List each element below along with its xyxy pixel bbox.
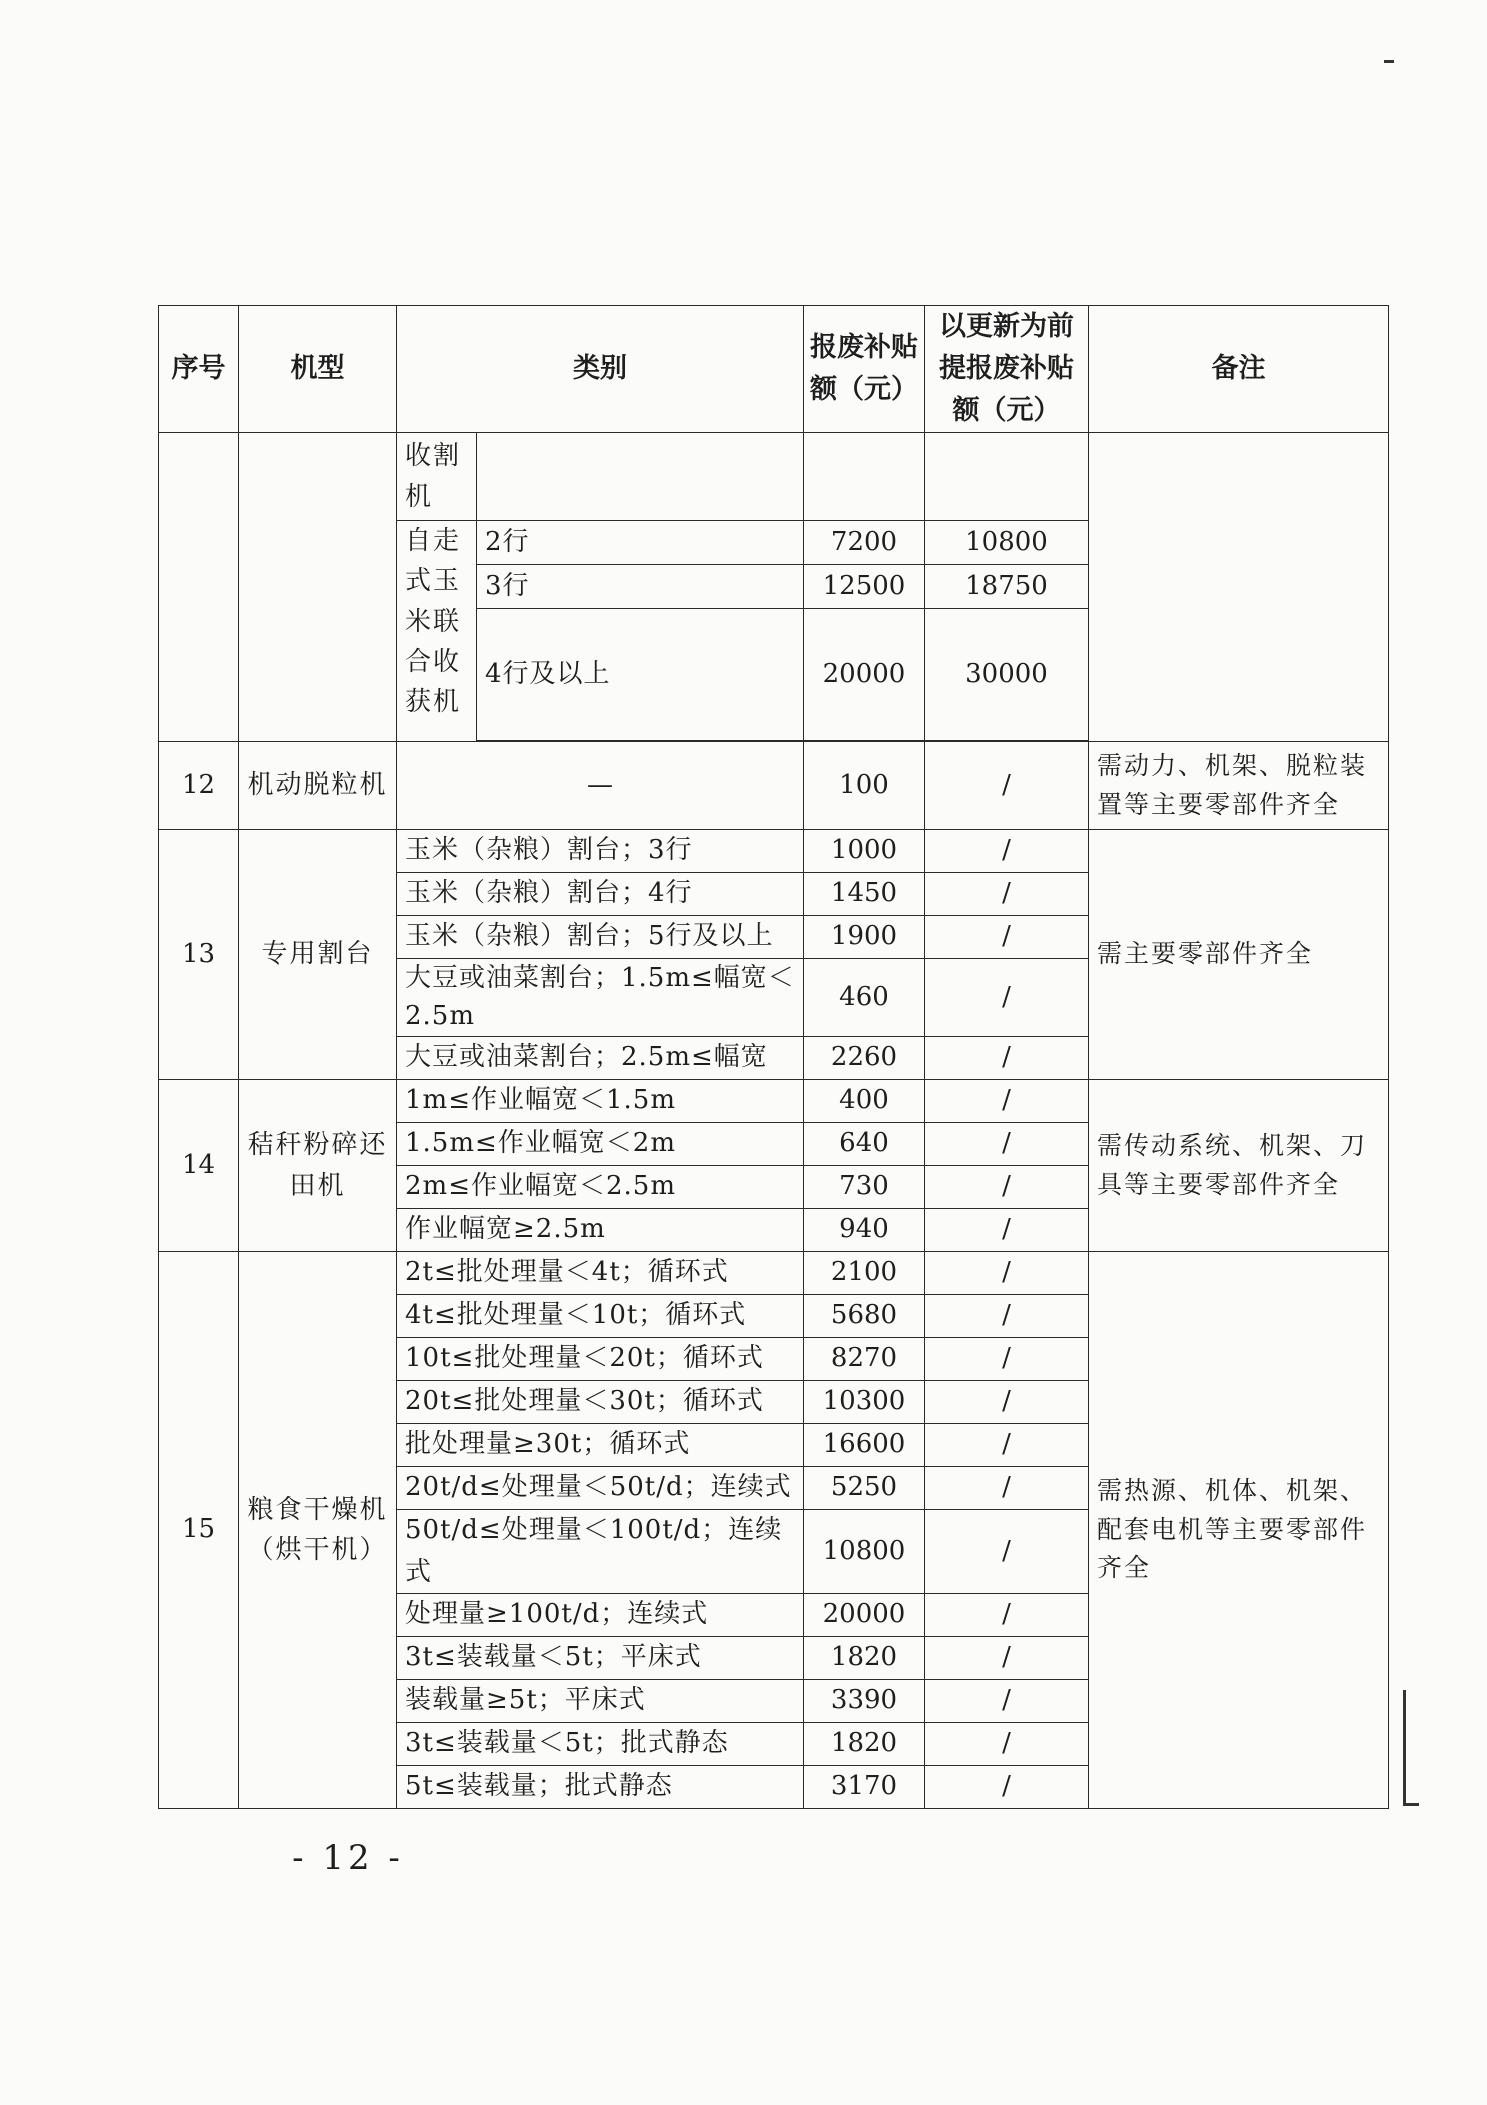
category-cell: 3t≤装载量＜5t；批式静态 xyxy=(397,1723,804,1766)
header-category: 类别 xyxy=(397,306,804,433)
subsidy-cell: 940 xyxy=(804,1209,925,1252)
early-subsidy-cell: 30000 xyxy=(925,609,1089,741)
category-cell: 批处理量≥30t；循环式 xyxy=(397,1424,804,1467)
subsidy-cell: 1820 xyxy=(804,1723,925,1766)
category-cell: 玉米（杂粮）割台；5行及以上 xyxy=(397,916,804,959)
early-subsidy-cell: / xyxy=(925,873,1089,916)
subsidy-cell: 12500 xyxy=(804,565,925,609)
category-cell: 10t≤批处理量＜20t；循环式 xyxy=(397,1338,804,1381)
scan-edge-mark xyxy=(1384,60,1394,63)
early-subsidy-cell: / xyxy=(925,830,1089,873)
table-row xyxy=(159,742,1389,830)
early-subsidy-cell: / xyxy=(925,1381,1089,1424)
category-cell: 3行 xyxy=(477,565,804,609)
subsidy-table xyxy=(158,305,1389,1809)
remark-cell xyxy=(1089,433,1389,742)
model-cell: 粮食干燥机（烘干机） xyxy=(239,1252,397,1809)
early-subsidy-cell xyxy=(925,433,1089,521)
subsidy-cell: 1000 xyxy=(804,830,925,873)
subsidy-cell: 400 xyxy=(804,1080,925,1123)
subsidy-cell: 20000 xyxy=(804,609,925,741)
subsidy-cell: 1900 xyxy=(804,916,925,959)
model-cell: 秸秆粉碎还田机 xyxy=(239,1080,397,1252)
subsidy-cell: 10300 xyxy=(804,1381,925,1424)
category-cell: 1.5m≤作业幅宽＜2m xyxy=(397,1123,804,1166)
early-subsidy-cell: 10800 xyxy=(925,521,1089,565)
subsidy-cell: 2100 xyxy=(804,1252,925,1295)
subsidy-cell: 10800 xyxy=(804,1510,925,1594)
early-subsidy-cell: / xyxy=(925,1295,1089,1338)
category-cell: 玉米（杂粮）割台；3行 xyxy=(397,830,804,873)
subsidy-cell: 7200 xyxy=(804,521,925,565)
subsidy-cell: 730 xyxy=(804,1166,925,1209)
header-early-scrap-subsidy: 以更新为前提报废补贴额（元） xyxy=(925,306,1089,433)
early-subsidy-cell: / xyxy=(925,1424,1089,1467)
category-cell: 2t≤批处理量＜4t；循环式 xyxy=(397,1252,804,1295)
subsidy-cell: 2260 xyxy=(804,1037,925,1080)
early-subsidy-cell: / xyxy=(925,1637,1089,1680)
early-subsidy-cell: / xyxy=(925,1037,1089,1080)
early-subsidy-cell: / xyxy=(925,1252,1089,1295)
category-cell: — xyxy=(397,742,804,830)
seq-cell xyxy=(159,433,239,742)
page-number: - 12 - xyxy=(292,1838,404,1878)
category-label-harvester: 收割机 xyxy=(397,433,477,521)
seq-cell: 14 xyxy=(159,1080,239,1252)
early-subsidy-cell: / xyxy=(925,742,1089,830)
early-subsidy-cell: / xyxy=(925,1723,1089,1766)
category-cell: 5t≤装载量；批式静态 xyxy=(397,1766,804,1809)
seq-cell: 15 xyxy=(159,1252,239,1809)
early-subsidy-cell: / xyxy=(925,1338,1089,1381)
category-cell: 1m≤作业幅宽＜1.5m xyxy=(397,1080,804,1123)
category-cell xyxy=(477,433,804,521)
header-row xyxy=(159,306,1389,433)
remark-cell: 需传动系统、机架、刀具等主要零部件齐全 xyxy=(1089,1080,1389,1252)
subsidy-cell: 20000 xyxy=(804,1594,925,1637)
remark-cell: 需热源、机体、机架、配套电机等主要零部件齐全 xyxy=(1089,1252,1389,1809)
scan-edge-mark xyxy=(1403,1803,1419,1806)
scan-edge-mark xyxy=(1403,1690,1406,1805)
early-subsidy-cell: / xyxy=(925,1510,1089,1594)
early-subsidy-cell: / xyxy=(925,1080,1089,1123)
subsidy-cell: 1450 xyxy=(804,873,925,916)
subsidy-cell: 640 xyxy=(804,1123,925,1166)
header-seq: 序号 xyxy=(159,306,239,433)
table-row xyxy=(159,830,1389,873)
subsidy-cell: 16600 xyxy=(804,1424,925,1467)
header-scrap-subsidy: 报废补贴额（元） xyxy=(804,306,925,433)
model-cell xyxy=(239,433,397,742)
early-subsidy-cell: / xyxy=(925,1209,1089,1252)
category-cell: 2行 xyxy=(477,521,804,565)
category-cell: 3t≤装载量＜5t；平床式 xyxy=(397,1637,804,1680)
subsidy-cell: 5680 xyxy=(804,1295,925,1338)
early-subsidy-cell: / xyxy=(925,1467,1089,1510)
category-cell: 装载量≥5t；平床式 xyxy=(397,1680,804,1723)
header-remarks: 备注 xyxy=(1089,306,1389,433)
seq-cell: 13 xyxy=(159,830,239,1080)
early-subsidy-cell: 18750 xyxy=(925,565,1089,609)
table-row xyxy=(159,433,1389,521)
subsidy-cell: 3390 xyxy=(804,1680,925,1723)
category-cell: 作业幅宽≥2.5m xyxy=(397,1209,804,1252)
remark-cell: 需动力、机架、脱粒装置等主要零部件齐全 xyxy=(1089,742,1389,830)
category-cell: 玉米（杂粮）割台；4行 xyxy=(397,873,804,916)
category-cell: 20t/d≤处理量＜50t/d；连续式 xyxy=(397,1467,804,1510)
subsidy-cell: 460 xyxy=(804,959,925,1037)
category-cell: 50t/d≤处理量＜100t/d；连续式 xyxy=(397,1510,804,1594)
early-subsidy-cell: / xyxy=(925,1766,1089,1809)
subsidy-cell: 100 xyxy=(804,742,925,830)
model-cell: 专用割台 xyxy=(239,830,397,1080)
subsidy-cell: 5250 xyxy=(804,1467,925,1510)
model-cell: 机动脱粒机 xyxy=(239,742,397,830)
early-subsidy-cell: / xyxy=(925,916,1089,959)
header-model: 机型 xyxy=(239,306,397,433)
early-subsidy-cell: / xyxy=(925,1123,1089,1166)
category-cell: 4行及以上 xyxy=(477,609,804,741)
subsidy-cell: 3170 xyxy=(804,1766,925,1809)
early-subsidy-cell: / xyxy=(925,1680,1089,1723)
table-row xyxy=(159,1252,1389,1295)
subsidy-cell: 1820 xyxy=(804,1637,925,1680)
seq-cell: 12 xyxy=(159,742,239,830)
category-cell: 处理量≥100t/d；连续式 xyxy=(397,1594,804,1637)
subsidy-cell xyxy=(804,433,925,521)
subsidy-cell: 8270 xyxy=(804,1338,925,1381)
early-subsidy-cell: / xyxy=(925,1594,1089,1637)
category-cell: 4t≤批处理量＜10t；循环式 xyxy=(397,1295,804,1338)
early-subsidy-cell: / xyxy=(925,1166,1089,1209)
remark-cell: 需主要零部件齐全 xyxy=(1089,830,1389,1080)
category-label-corn-harvester: 自走式玉米联合收获机 xyxy=(397,521,477,742)
table-row xyxy=(159,1080,1389,1123)
category-cell: 大豆或油菜割台；1.5m≤幅宽＜2.5m xyxy=(397,959,804,1037)
category-cell: 20t≤批处理量＜30t；循环式 xyxy=(397,1381,804,1424)
category-cell: 大豆或油菜割台；2.5m≤幅宽 xyxy=(397,1037,804,1080)
early-subsidy-cell: / xyxy=(925,959,1089,1037)
category-cell: 2m≤作业幅宽＜2.5m xyxy=(397,1166,804,1209)
